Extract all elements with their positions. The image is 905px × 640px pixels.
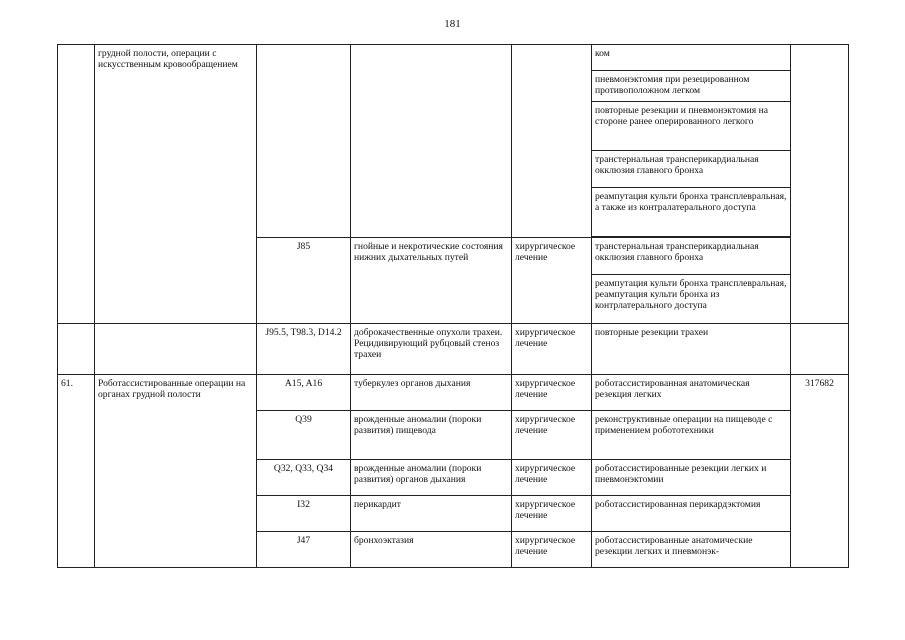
diagnosis-cell: врожденные аномалии (пороки развития) органов дыхания [351, 460, 512, 496]
table-row [58, 375, 849, 411]
medical-services-table [57, 44, 849, 568]
diagnosis-cell [351, 45, 512, 238]
method-cell: роботассистированные резекции легких и пневмонэктомии [592, 460, 791, 496]
method-cell: транстернальная трансперикардиальная окклюзия главного бронха [592, 151, 791, 188]
diagnosis-cell: бронхоэктазия [351, 532, 512, 568]
code-cell: A15, A16 [257, 375, 351, 411]
treatment-cell: хирургическое лечение [512, 375, 592, 411]
method-cell: реампутация культи бронха трансплевральная, а также из контралатерального доступа [592, 188, 791, 237]
code-cell: Q32, Q33, Q34 [257, 460, 351, 496]
page-number: 181 [444, 18, 461, 30]
diagnosis-cell: туберкулез органов дыхания [351, 375, 512, 411]
code-cell: J47 [257, 532, 351, 568]
method-cell: роботассистированная перикардэктомия [592, 496, 791, 532]
treatment-cell: хирургическое лечение [512, 411, 592, 460]
method-cell: транстернальная трансперикардиальная окклюзия главного бронха [592, 238, 791, 275]
method-cell: пневмонэктомия при резецированном противоположном легком [592, 71, 791, 102]
table-row [58, 45, 849, 71]
treatment-cell: хирургическое лечение [512, 532, 592, 568]
code-cell: J85 [257, 238, 351, 324]
price-cell: 317682 [791, 375, 849, 568]
table-row [58, 324, 849, 375]
diagnosis-cell: перикардит [351, 496, 512, 532]
diagnosis-cell: доброкачественные опухоли трахеи. Рецидивирующий рубцовый стеноз трахеи [351, 324, 512, 375]
code-cell: I32 [257, 496, 351, 532]
diagnosis-cell: гнойные и некротические состояния нижних дыхательных путей [351, 238, 512, 324]
group-name-cell [95, 324, 257, 375]
method-cell: повторные резекции и пневмонэктомия на стороне ранее оперированного легкого [592, 102, 791, 151]
method-cell: роботассистированные анатомические резекции легких и пневмонэк- [592, 532, 791, 568]
method-cell: повторные резекции трахеи [592, 324, 791, 375]
row-number-cell [58, 45, 95, 324]
treatment-cell: хирургическое лечение [512, 238, 592, 324]
diagnosis-cell: врожденные аномалии (пороки развития) пищевода [351, 411, 512, 460]
row-number-cell: 61. [58, 375, 95, 568]
code-cell [257, 45, 351, 238]
group-name-cell: Роботассистированные операции на органах грудной полости [95, 375, 257, 568]
treatment-cell: хирургическое лечение [512, 324, 592, 375]
price-cell [791, 45, 849, 324]
group-name-cell: грудной полости, операции с искусственным кровообращением [95, 45, 257, 324]
treatment-cell [512, 45, 592, 238]
method-cell: реампутация культи бронха трансплевральная, реампутация культи бронха из контрлатерального доступа [592, 275, 791, 324]
row-number-cell [58, 324, 95, 375]
treatment-cell: хирургическое лечение [512, 460, 592, 496]
method-cell: роботассистированная анатомическая резекция легких [592, 375, 791, 411]
code-cell: J95.5, T98.3, D14.2 [257, 324, 351, 375]
method-cell: реконструктивные операции на пищеводе с применением робототехники [592, 411, 791, 460]
treatment-cell: хирургическое лечение [512, 496, 592, 532]
method-cell: ком [592, 45, 791, 71]
code-cell: Q39 [257, 411, 351, 460]
price-cell [791, 324, 849, 375]
